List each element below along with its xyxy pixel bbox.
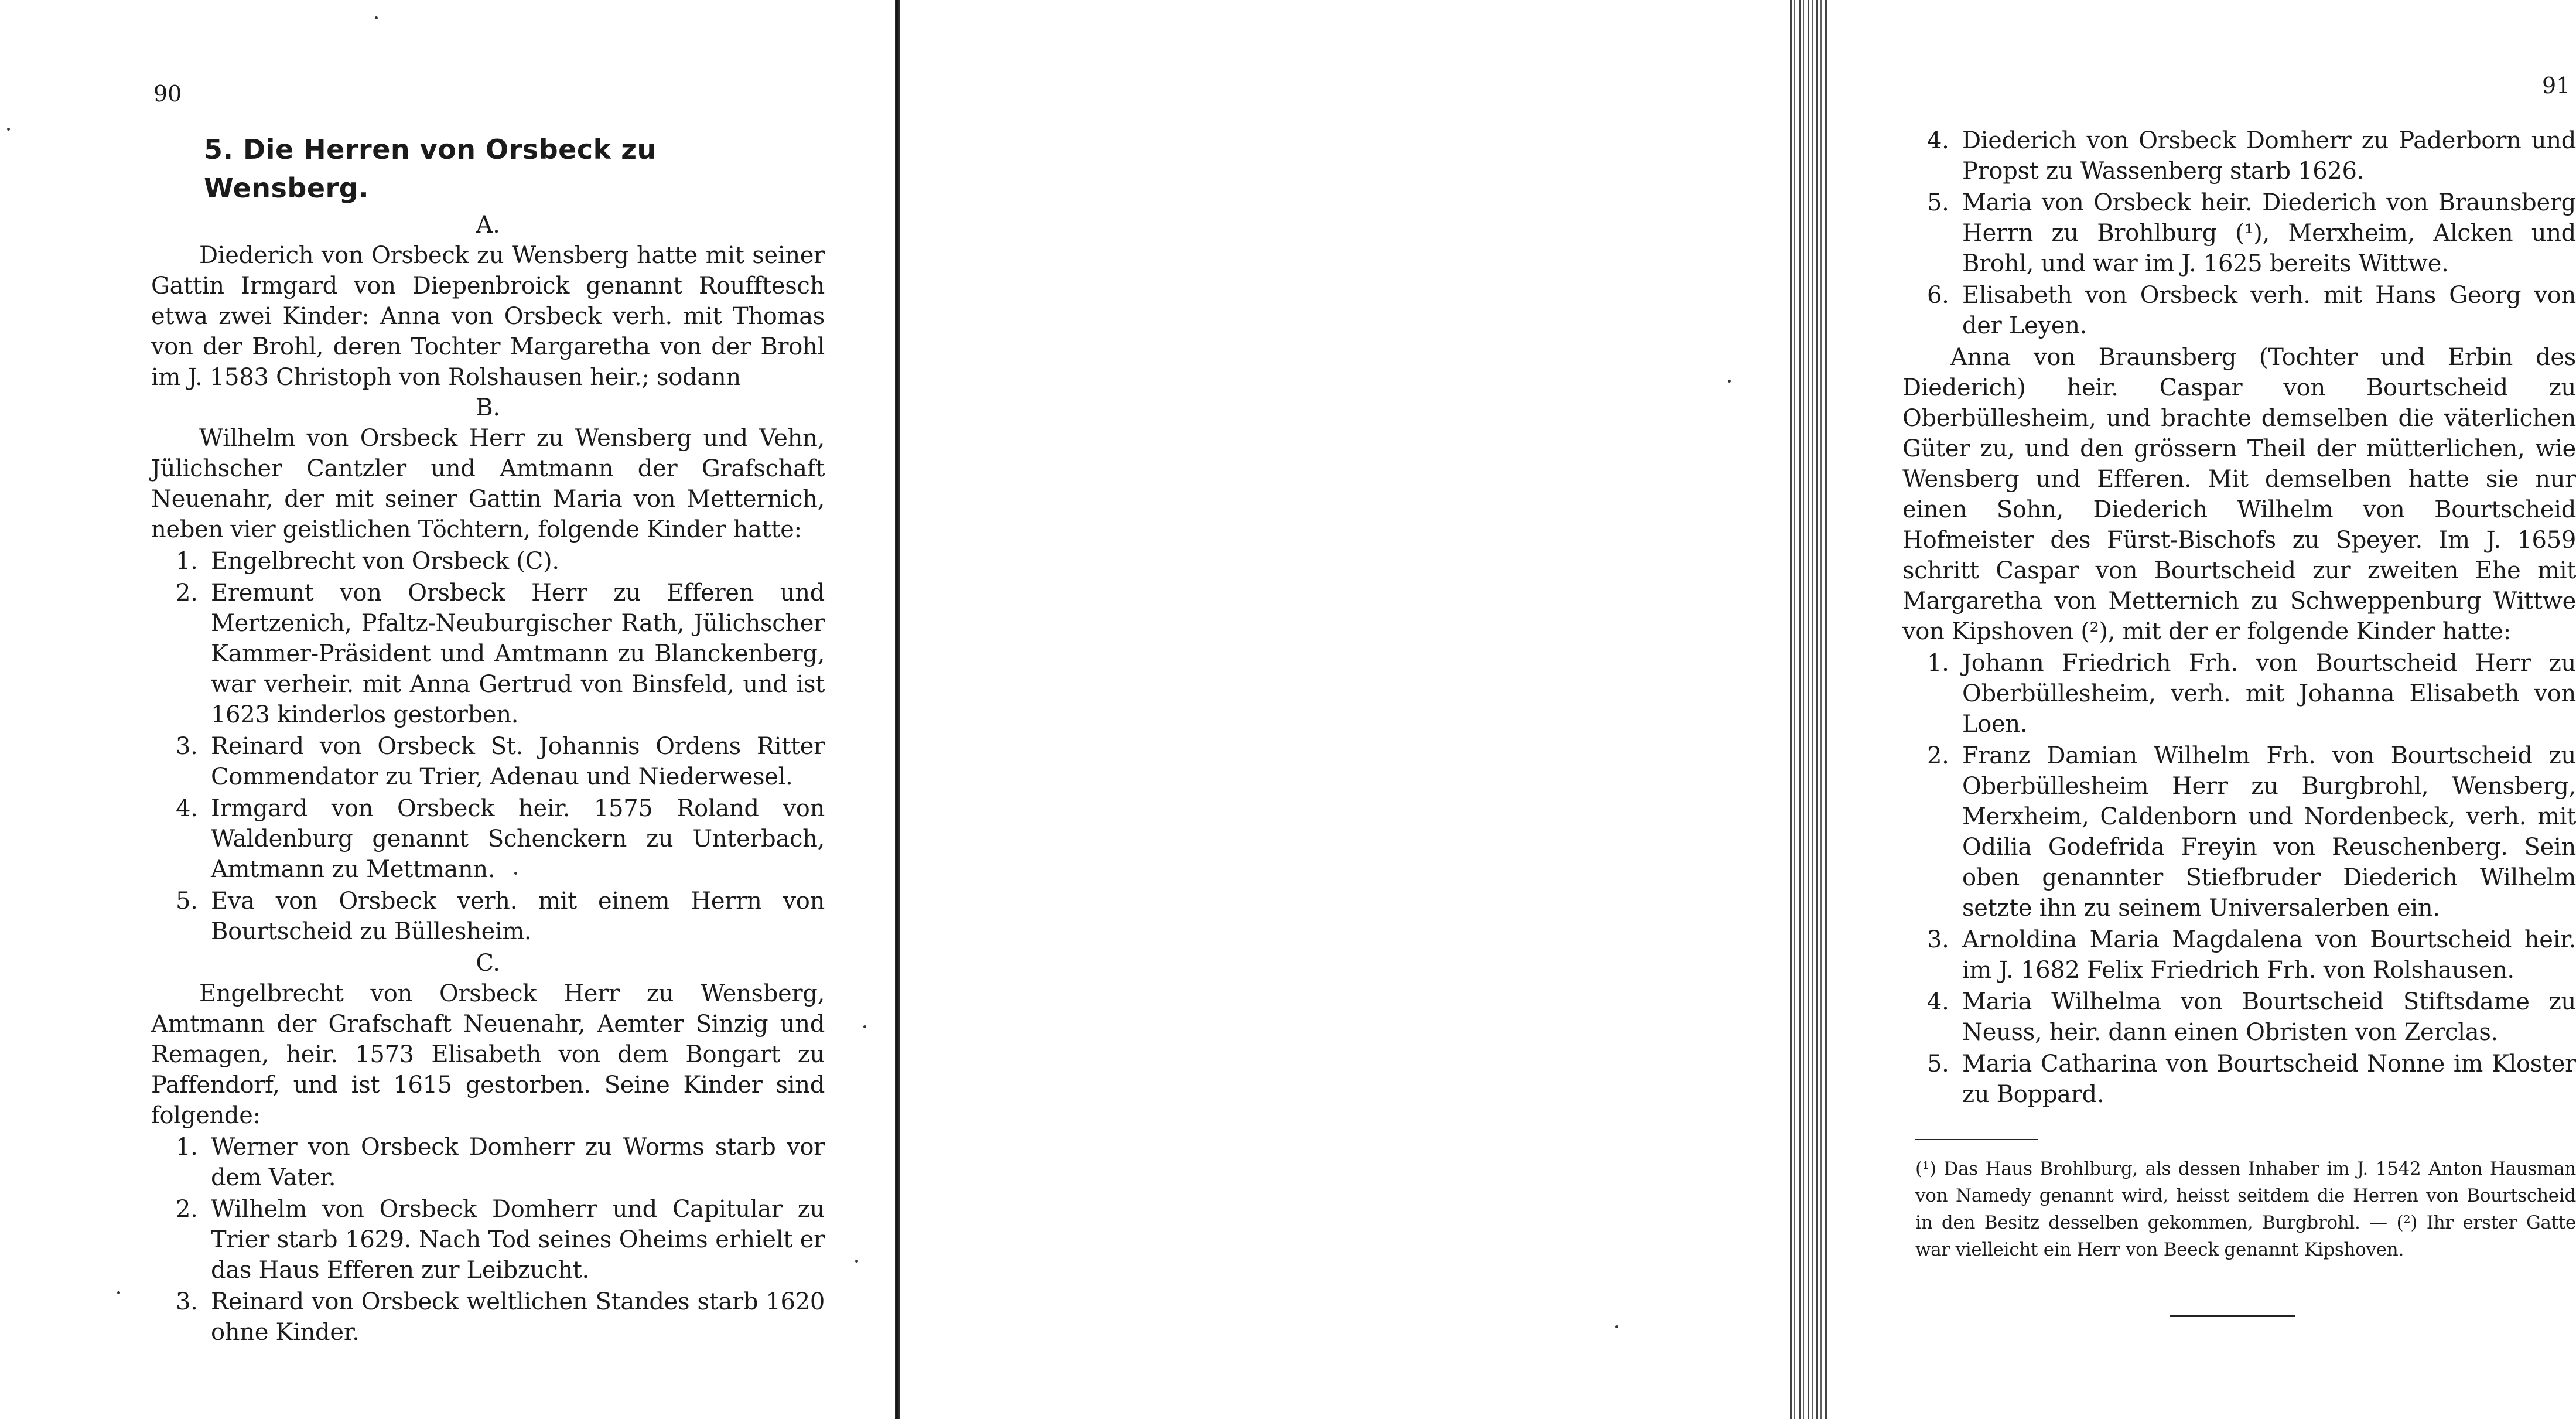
list-item: [1902, 741, 2576, 923]
list-item: [1902, 125, 2576, 186]
list-item-text: Maria Catharina von Bourtscheid Nonne im Kloster zu Boppard.: [1962, 1050, 2576, 1108]
page-number-left: 90: [153, 81, 182, 107]
list-item-text: Johann Friedrich Frh. von Bourtscheid Herr zu Oberbüllesheim, verh. mit Johanna Elisabeth von Loen.: [1962, 650, 2576, 738]
list-item-text: Elisabeth von Orsbeck verh. mit Hans Georg von der Leyen.: [1962, 282, 2576, 339]
print-speck: [1615, 1325, 1618, 1328]
list-item: [1902, 280, 2576, 341]
list-item-text: Wilhelm von Orsbeck Domherr und Capitular zu Trier starb 1629. Nach Tod seines Oheims erhielt er das Haus Efferen zur Leibzucht.: [211, 1196, 825, 1284]
list-item: [151, 793, 825, 885]
section-c-list: [151, 1132, 825, 1348]
list-item-text: Eva von Orsbeck verh. mit einem Herrn von Bourtscheid zu Büllesheim.: [211, 888, 825, 945]
section-letter-c: C.: [476, 950, 500, 977]
print-speck: [855, 1260, 858, 1263]
list-item: [151, 1132, 825, 1193]
list-item-number: 2.: [1927, 742, 1949, 769]
list-item-text: Irmgard von Orsbeck heir. 1575 Roland von Waldenburg genannt Schenckern zu Unterbach, Amtmann zu Mettmann.: [211, 795, 825, 883]
print-speck: [375, 16, 378, 19]
list-item-number: 3.: [1927, 926, 1949, 953]
right-page: [902, 0, 2576, 1419]
list-item: [1902, 648, 2576, 739]
list-item-text: Maria von Orsbeck heir. Diederich von Braunsberg Herrn zu Brohlburg (¹), Merxheim, Alcken und Brohl, und war im J. 1625 bereits Wittwe.: [1962, 189, 2576, 277]
section-letter-a: A.: [476, 212, 500, 238]
list-item-text: Reinard von Orsbeck St. Johannis Ordens Ritter Commendator zu Trier, Adenau und Niederwesel.: [211, 733, 825, 790]
list-item-number: 4.: [1927, 988, 1949, 1015]
section-c-paragraph: Engelbrecht von Orsbeck Herr zu Wensberg, Amtmann der Grafschaft Neuenahr, Aemter Sinzig und Remagen, heir. 1573 Elisabeth von dem Bongart zu Paffendorf, und ist 1615 gestorben. Seine Kinder sind folgende:: [151, 980, 825, 1129]
list-item: [1902, 925, 2576, 985]
left-page: [0, 0, 896, 1419]
list-item: [1902, 1049, 2576, 1110]
footnote: (¹) Das Haus Brohlburg, als dessen Inhaber im J. 1542 Anton Hausman von Namedy genannt wird, heisst seitdem die Herren von Bourtscheid in den Besitz desselben gekommen, Burgbrohl. — (²) Ihr erster Gatte war vielleicht ein Herr von Beeck genannt Kipshoven.: [1915, 1158, 2576, 1260]
list-item-text: Franz Damian Wilhelm Frh. von Bourtscheid zu Oberbüllesheim Herr zu Burgbrohl, Wensberg, Merxheim, Caldenborn und Nordenbeck, verh. mit Odilia Godefrida Freyin von Reuschenberg. Sein oben genannter Stiefbruder Diederich Wilhelm setzte ihn zu seinem Universalerben ein.: [1962, 742, 2576, 922]
list-item-text: Werner von Orsbeck Domherr zu Worms starb vor dem Vater.: [211, 1134, 825, 1191]
book-gutter: [895, 0, 900, 1419]
print-speck: [7, 128, 10, 131]
list-item: [151, 1287, 825, 1348]
list-item-number: 1.: [176, 1134, 198, 1161]
page-edge-stack: [1786, 0, 1827, 1419]
list-item: [151, 1194, 825, 1285]
list-item-number: 4.: [176, 795, 198, 822]
list-item-number: 4.: [1927, 127, 1949, 154]
list-item-text: Reinard von Orsbeck weltlichen Standes starb 1620 ohne Kinder.: [211, 1288, 825, 1346]
list-item-number: 3.: [176, 733, 198, 760]
list-item-text: Engelbrecht von Orsbeck (C).: [211, 548, 559, 575]
continued-list: [1902, 125, 2576, 341]
list-item-number: 1.: [176, 548, 198, 575]
chapter-title: 5. Die Herren von Orsbeck zu Wensberg.: [204, 134, 657, 204]
list-item-number: 6.: [1927, 282, 1949, 309]
list-item: [151, 886, 825, 947]
list-item: [151, 546, 825, 577]
list-item: [151, 578, 825, 730]
list-item: [151, 731, 825, 792]
list-item: [1902, 987, 2576, 1048]
list-item-text: Maria Wilhelma von Bourtscheid Stiftsdame zu Neuss, heir. dann einen Obristen von Zerclas.: [1962, 988, 2576, 1046]
list-item-text: Arnoldina Maria Magdalena von Bourtscheid heir. im J. 1682 Felix Friedrich Frh. von Rolshausen.: [1962, 926, 2576, 984]
section-b-paragraph: Wilhelm von Orsbeck Herr zu Wensberg und Vehn, Jülichscher Cantzler und Amtmann der Grafschaft Neuenahr, der mit seiner Gattin Maria von Metternich, neben vier geistlichen Töchtern, folgende Kinder hatte:: [151, 425, 825, 543]
list-item: [1902, 187, 2576, 279]
list-item-number: 3.: [176, 1288, 198, 1315]
section-b-list: [151, 546, 825, 947]
left-page-text: [151, 130, 825, 1349]
print-speck: [863, 1025, 866, 1028]
footnote-separator: [1915, 1139, 2038, 1140]
list-item-number: 5.: [1927, 1050, 1949, 1077]
list-item-number: 2.: [176, 579, 198, 606]
section-a-paragraph: Diederich von Orsbeck zu Wensberg hatte mit seiner Gattin Irmgard von Diepenbroick genannt Roufftesch etwa zwei Kinder: Anna von Orsbeck verh. mit Thomas von der Brohl, deren Tochter Margaretha von der Brohl im J. 1583 Christoph von Rolshausen heir.; sodann: [151, 242, 825, 391]
list-item-number: 1.: [1927, 650, 1949, 677]
list-item-number: 5.: [176, 888, 198, 915]
print-speck: [1728, 380, 1731, 383]
section-letter-b: B.: [476, 394, 500, 421]
print-speck: [514, 872, 517, 875]
list-item-number: 2.: [176, 1196, 198, 1223]
list-item-number: 5.: [1927, 189, 1949, 216]
chapter-end-rule: [2170, 1315, 2295, 1317]
right-page-text: [1902, 124, 2576, 1317]
braunsberg-paragraph: Anna von Braunsberg (Tochter und Erbin des Diederich) heir. Caspar von Bourtscheid zu Oberbüllesheim, und brachte demselben die väterlichen Güter zu, und den grössern Theil der mütterlichen, wie Wensberg und Efferen. Mit demselben hatte sie nur einen Sohn, Diederich Wilhelm von Bourtscheid Hofmeister des Fürst-Bischofs zu Speyer. Im J. 1659 schritt Caspar von Bourtscheid zur zweiten Ehe mit Margaretha von Metternich zu Schweppenburg Wittwe von Kipshoven (²), mit der er folgende Kinder hatte:: [1902, 344, 2576, 645]
print-speck: [117, 1291, 120, 1294]
children-list: [1902, 648, 2576, 1110]
page-number-right: 91: [2542, 73, 2571, 98]
list-item-text: Eremunt von Orsbeck Herr zu Efferen und Mertzenich, Pfaltz-Neuburgischer Rath, Jülichscher Kammer-Präsident und Amtmann zu Blanckenberg, war verheir. mit Anna Gertrud von Binsfeld, und ist 1623 kinderlos gestorben.: [211, 579, 825, 728]
list-item-text: Diederich von Orsbeck Domherr zu Paderborn und Propst zu Wassenberg starb 1626.: [1962, 127, 2576, 185]
